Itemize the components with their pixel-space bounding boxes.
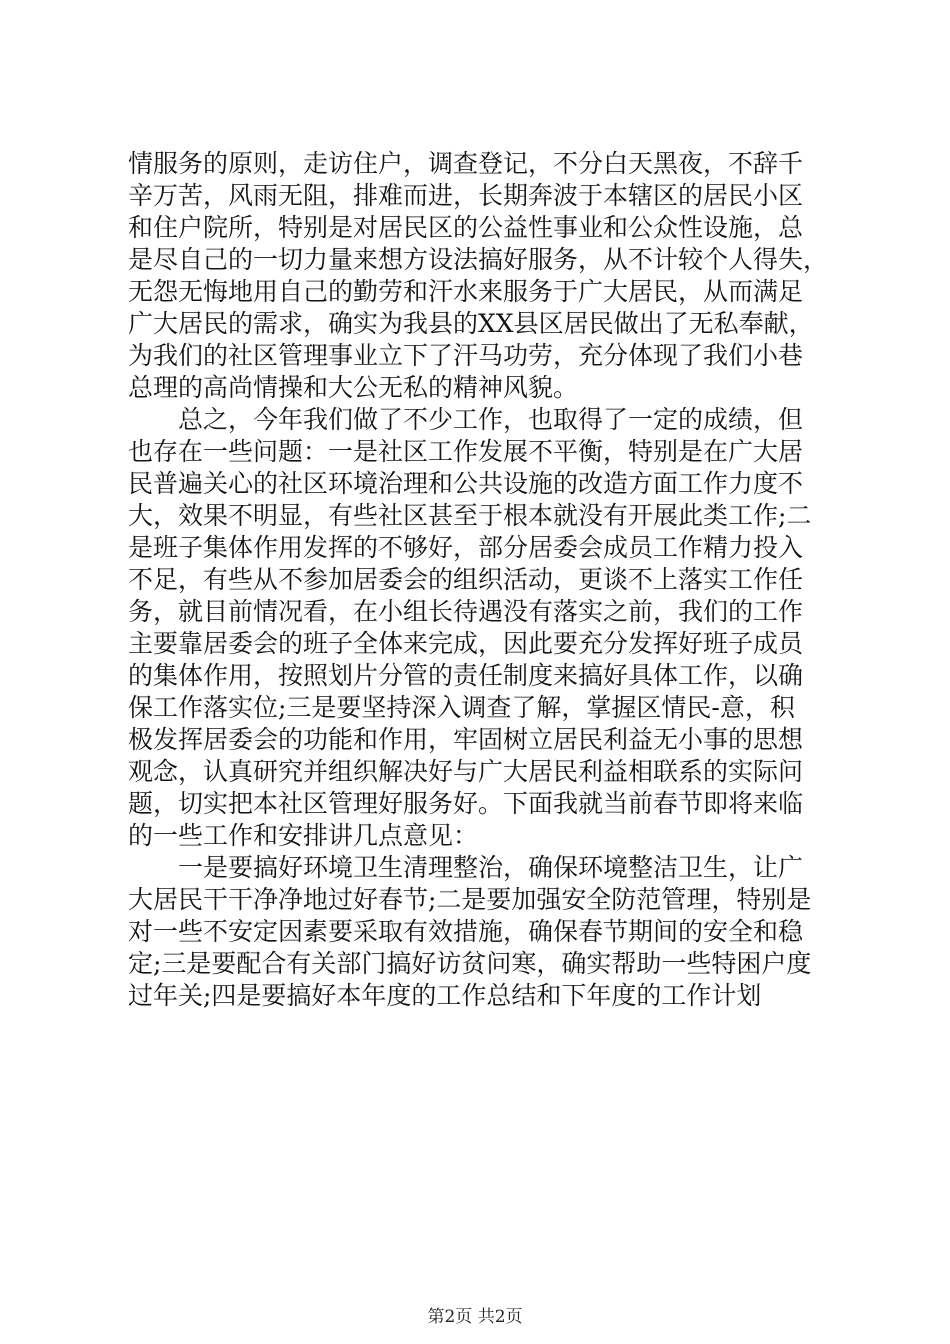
- text-line: 为我们的社区管理事业立下了汗马功劳，充分体现了我们小巷: [128, 341, 804, 370]
- text-line: 的集体作用，按照划片分管的责任制度来搞好具体工作，以确: [128, 661, 804, 690]
- text-line: 也存在一些问题：一是社区工作发展不平衡，特别是在广大居: [128, 437, 804, 466]
- text-line: 无怨无悔地用自己的勤劳和汗水来服务于广大居民，从而满足: [128, 277, 804, 306]
- text-line: 大，效果不明显，有些社区甚至于根本就没有开展此类工作;二: [128, 501, 812, 530]
- text-line: 民普遍关心的社区环境治理和公共设施的改造方面工作力度不: [128, 469, 804, 498]
- text-line: 对一些不安定因素要采取有效措施，确保春节期间的安全和稳: [128, 917, 804, 946]
- text-line: 广大居民的需求，确实为我县的XX县区居民做出了无私奉献，: [128, 309, 814, 338]
- text-line: 和住户院所，特别是对居民区的公益性事业和公众性设施，总: [128, 213, 804, 242]
- text-line: 保工作落实位;三是要坚持深入调查了解，掌握区情民-意，积: [128, 693, 795, 722]
- text-line: 辛万苦，风雨无阻，排难而进，长期奔波于本辖区的居民小区: [128, 181, 804, 210]
- text-line: 总之，今年我们做了不少工作，也取得了一定的成绩，但: [128, 405, 804, 434]
- text-line: 过年关;四是要搞好本年度的工作总结和下年度的工作计划: [128, 981, 762, 1010]
- text-line: 题，切实把本社区管理好服务好。下面我就当前春节即将来临: [128, 789, 804, 818]
- text-line: 观念，认真研究并组织解决好与广大居民利益相联系的实际问: [128, 757, 804, 786]
- text-line: 务，就目前情况看，在小组长待遇没有落实之前，我们的工作: [128, 597, 804, 626]
- text-line: 主要靠居委会的班子全体来完成，因此要充分发挥好班子成员: [128, 629, 804, 658]
- text-line: 是尽自己的一切力量来想方设法搞好服务，从不计较个人得失，: [128, 245, 829, 274]
- text-line: 的一些工作和安排讲几点意见：: [128, 821, 479, 850]
- text-line: 总理的高尚情操和大公无私的精神风貌。: [128, 373, 579, 402]
- text-line: 定;三是要配合有关部门搞好访贫问寒，确实帮助一些特困户度: [128, 949, 812, 978]
- page-number: 第2页 共2页: [427, 1307, 523, 1327]
- text-line: 极发挥居委会的功能和作用，牢固树立居民利益无小事的思想: [128, 725, 804, 754]
- text-line: 一是要搞好环境卫生清理整治，确保环境整洁卫生，让广: [128, 853, 804, 882]
- text-line: 大居民干干净净地过好春节;二是要加强安全防范管理，特别是: [128, 885, 812, 914]
- text-line: 是班子集体作用发挥的不够好，部分居委会成员工作精力投入: [128, 533, 804, 562]
- text-line: 不足，有些从不参加居委会的组织活动，更谈不上落实工作任: [128, 565, 804, 594]
- text-line: 情服务的原则，走访住户，调查登记，不分白天黑夜，不辞千: [128, 149, 804, 178]
- body-text: [128, 148, 828, 1012]
